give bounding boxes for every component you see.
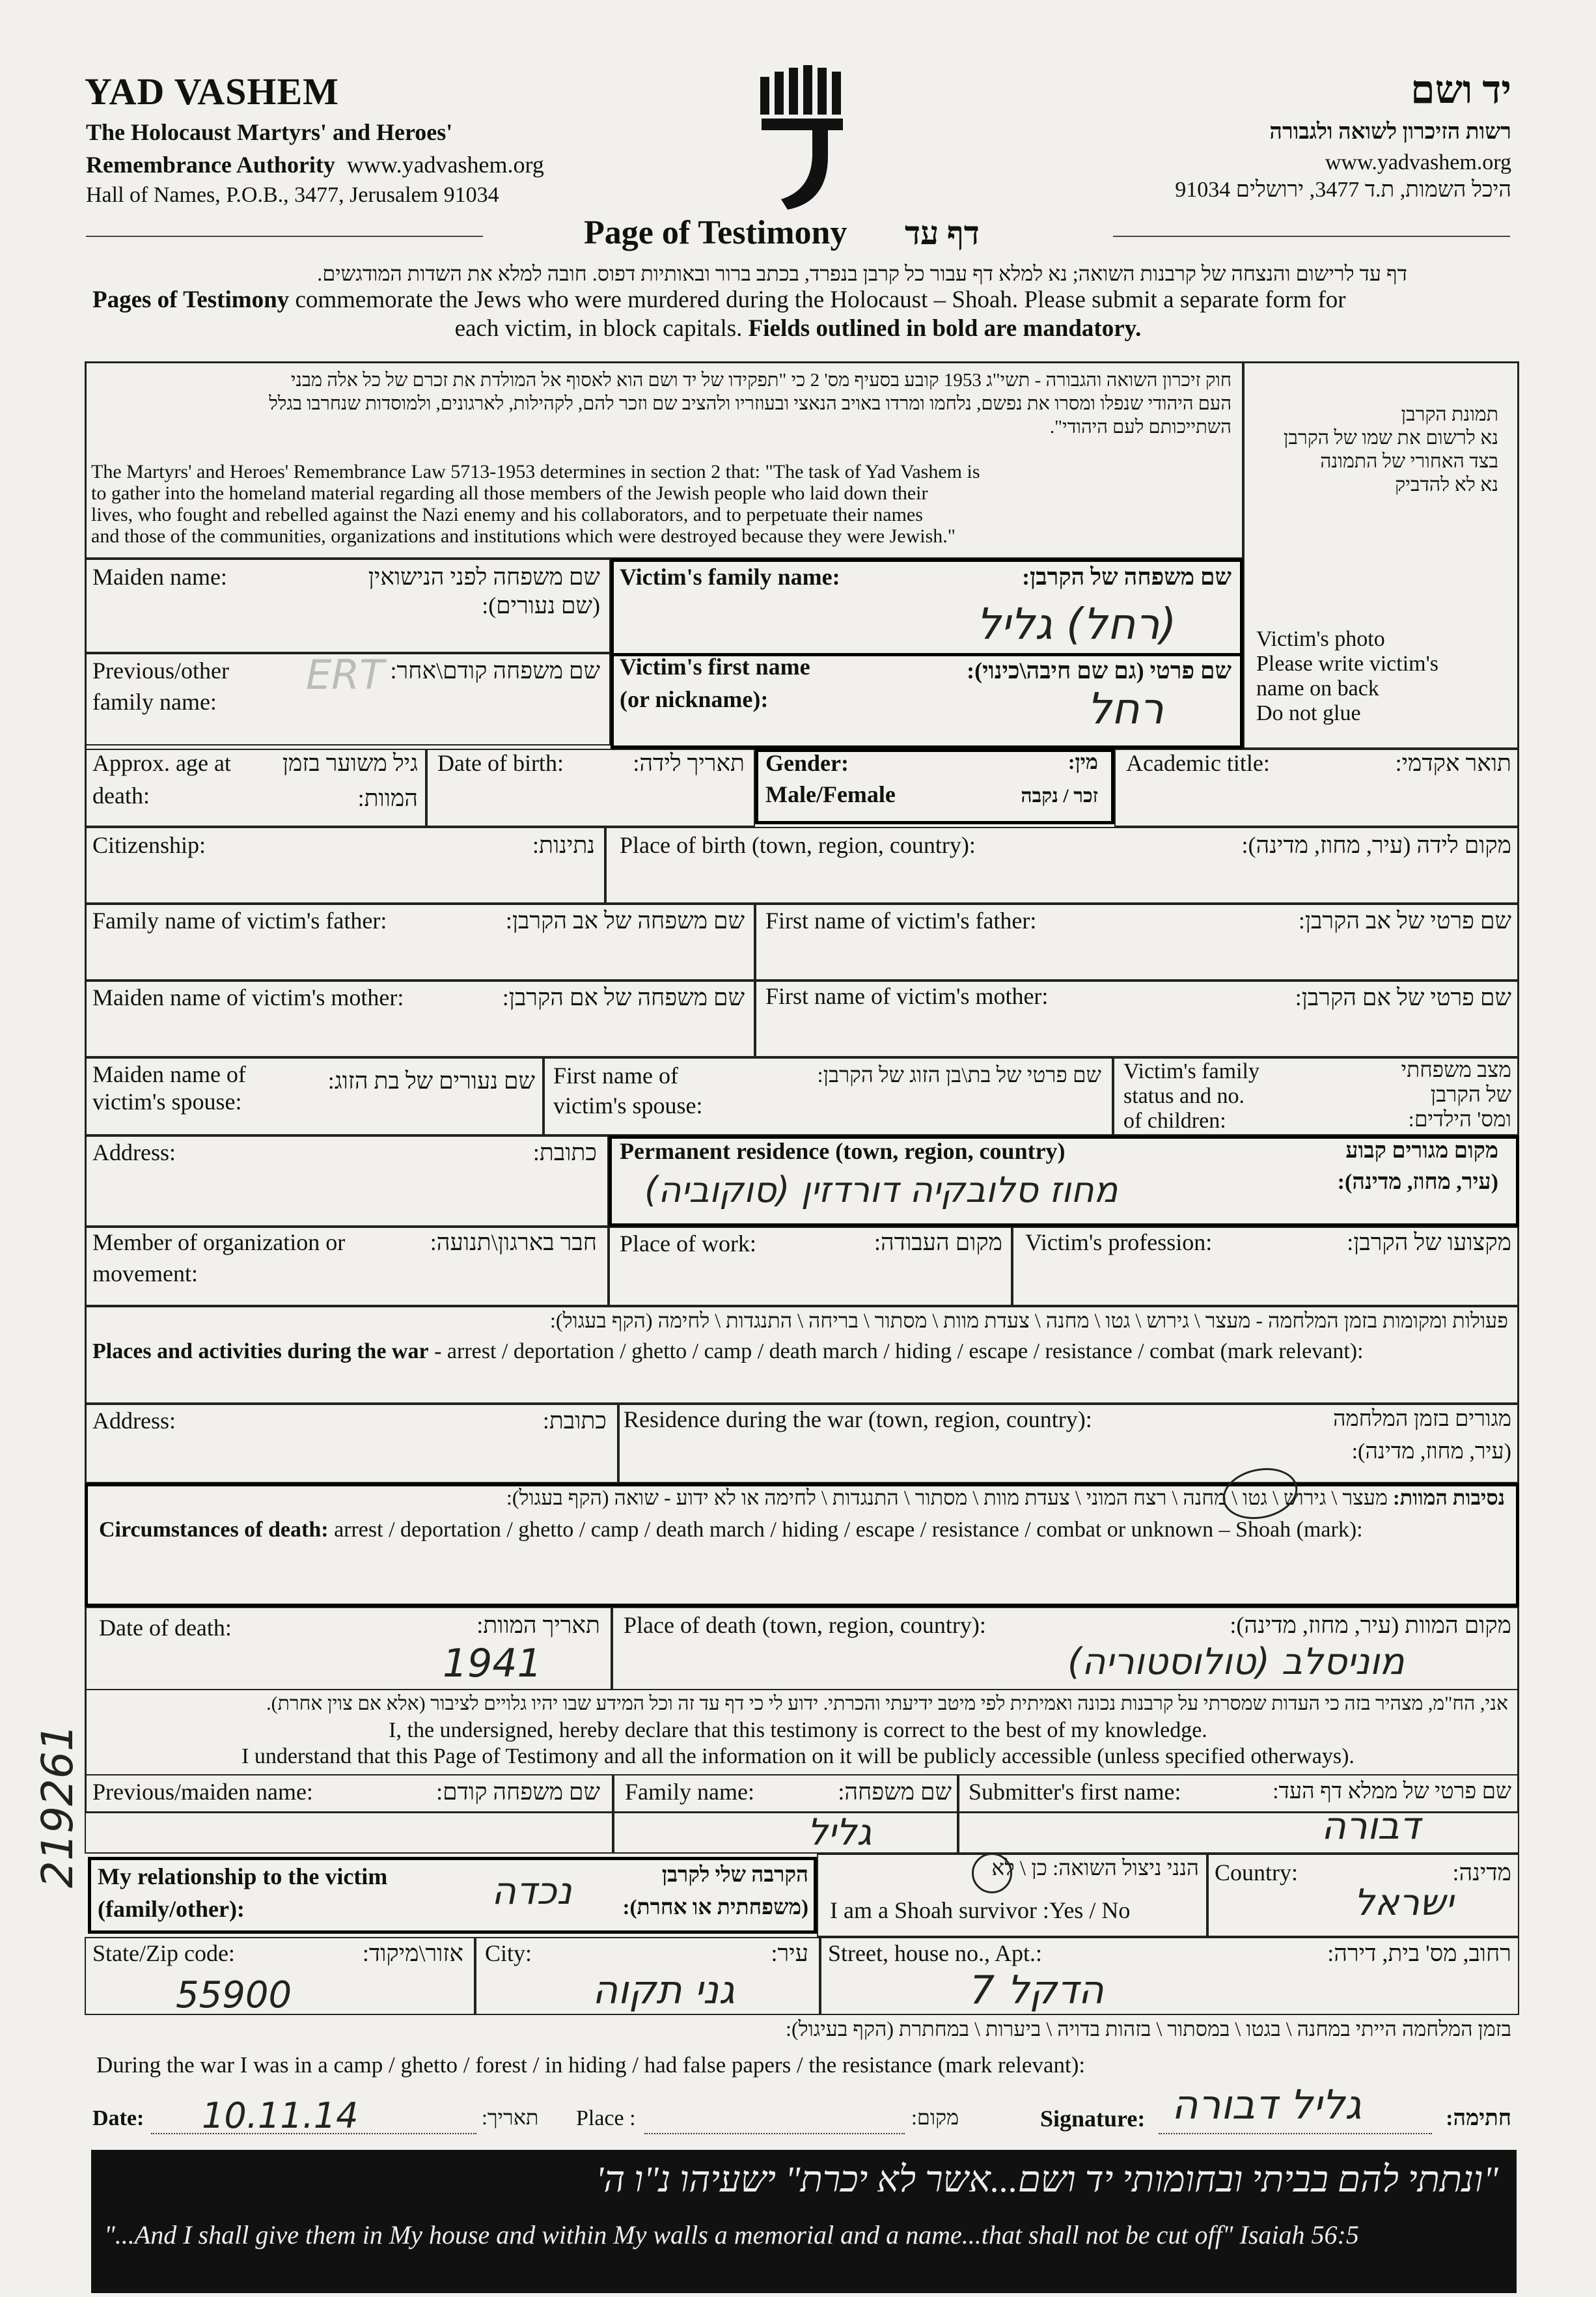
victim-first-name-label-2: (or nickname): [620, 686, 769, 712]
family-status-label-3: of children: [1123, 1109, 1226, 1133]
yad-vashem-logo [755, 65, 853, 215]
family-status-label-1: Victim's family [1123, 1059, 1259, 1083]
victim-first-name-label-1: Victim's first name [620, 654, 810, 680]
photo-he-2: נא לרשום את שמו של הקרבן [1283, 427, 1498, 449]
survivor-label-he: הנני ניצול השואה: כן \ לא [991, 1857, 1199, 1880]
photo-he-1: תמונת הקרבן [1401, 404, 1498, 425]
father-first-name-label-he: שם פרטי של אב הקרבן: [1298, 908, 1511, 934]
circumstances-of-death-label-he: נסיבות המוות: מעצר \ גירוש \ גטו \ מחנה \ רצח המוני \ צעדת מוות \ מסתור \ התנגדות \ לחימה או לא ידוע - שואה (הקף בעגול): [506, 1486, 1505, 1509]
place-label-he: מקום: [911, 2106, 959, 2129]
submitter-previous-name-label: Previous/maiden name: [92, 1779, 313, 1805]
place-of-work-label-he: מקום העבודה: [874, 1229, 1002, 1255]
date-of-birth-label-he: תאריך לידה: [633, 750, 745, 776]
victim-first-name-value: רחל [1087, 684, 1164, 734]
father-family-name-label: Family name of victim's father: [92, 908, 387, 934]
signature-label-he: חתימה: [1446, 2106, 1511, 2130]
country-label-he: מדינה: [1452, 1859, 1511, 1886]
age-at-death-label-2: death: [92, 783, 150, 809]
previous-family-name-faint: ERT [306, 651, 385, 699]
victim-first-name-label-he: שם פרטי (גם שם חיבה\כינוי): [967, 658, 1231, 684]
family-status-label-he1: מצב משפחתי [1401, 1059, 1511, 1082]
relationship-label-he2: (משפחתית או אחרת): [622, 1896, 808, 1919]
age-at-death-label-he2: המוות: [357, 785, 418, 811]
citizenship-label-he: נתינות: [532, 832, 595, 858]
country-label: Country: [1215, 1859, 1299, 1886]
permanent-residence-value: מחוז סלובקיה דורדזין (סוקוביה) [644, 1169, 1118, 1210]
page-title-he: דף עד [905, 215, 980, 251]
mother-maiden-name-label-he: שם משפחה של אם הקרבן: [502, 984, 745, 1010]
spouse-maiden-name-label-2: victim's spouse: [92, 1089, 242, 1115]
relationship-label-2: (family/other): [98, 1896, 245, 1922]
header-rule-left [86, 236, 483, 237]
profession-label-he: מקצועו של הקרבן: [1347, 1229, 1511, 1255]
declaration-en-1: I, the undersigned, hereby declare that this testimony is correct to the best of my knowledge. [389, 1718, 1207, 1742]
maiden-name-label-he: שם משפחה לפני הנישואין [368, 564, 600, 590]
city-label-he: עיר: [771, 1940, 808, 1966]
org-name-en: YAD VASHEM [85, 70, 339, 113]
gender-label-he2: זכר / נקבה [1021, 785, 1098, 807]
law-he-3: השתייכותם לעם היהודי". [1049, 417, 1231, 438]
family-status-label-he3: ומס' הילדים: [1408, 1108, 1511, 1132]
mother-first-name-label-he: שם פרטי של אם הקרבן: [1295, 984, 1511, 1010]
permanent-residence-label-he2: (עיר, מחוז, מדינה): [1337, 1170, 1498, 1194]
academic-title-label-he: תואר אקדמי: [1395, 750, 1511, 776]
date-value[interactable]: 10.11.14 [202, 2095, 359, 2136]
zip-code-label-he: אזור\מיקוד: [362, 1940, 463, 1966]
header-rule-right [1113, 236, 1510, 237]
gender-label-he1: מין: [1067, 750, 1098, 773]
law-en-1: The Martyrs' and Heroes' Remembrance Law 5713-1953 determines in section 2 that: "The task of Yad Vashem is [91, 461, 980, 482]
previous-family-name-label-2: family name: [92, 689, 217, 715]
during-war-label: During the war I was in a camp / ghetto / forest / in hiding / had false papers / the resistance (mark relevant): [96, 2052, 1086, 2078]
city-label: City: [485, 1940, 532, 1966]
intro-he: דף עד לרישום והנצחה של קרבנות השואה; נא למלא דף עבור כל קרבן בנפרד, בכתב ברור ובאותיות דפוס. חובה למלא את השדות המודגשים. [317, 262, 1407, 285]
age-at-death-label-1: Approx. age at [92, 750, 231, 776]
citizenship-label: Citizenship: [92, 832, 206, 858]
organization-member-label-he: חבר בארגון\תנועה: [430, 1229, 597, 1255]
maiden-name-label-he2: (שם נעורים): [482, 592, 600, 619]
place-of-birth-label: Place of birth (town, region, country): [620, 832, 976, 858]
organization-member-label-2: movement: [92, 1260, 198, 1287]
maiden-name-label: Maiden name: [92, 564, 227, 590]
war-residence-label: Residence during the war (town, region, country): [624, 1406, 1092, 1432]
footer-quote-he: "ונתתי להם בביתי ובחומותי יד ושם...אשר לא יכרת" ישעיהו נ"ו ה' [596, 2160, 1498, 2200]
victim-family-name-label: Victim's family name: [620, 564, 840, 590]
date-of-death-label: Date of death: [99, 1615, 232, 1641]
date-label-he: תאריך: [482, 2106, 539, 2129]
submitter-previous-name-label-he: שם משפחה קודם: [436, 1779, 600, 1805]
street-label-he: רחוב, מס' בית, דירה: [1327, 1940, 1511, 1966]
city-value: גני תקוה [592, 1968, 735, 2013]
victim-family-name-value: (רחל) גליל [976, 599, 1177, 649]
page-title-en: Page of Testimony [584, 214, 847, 251]
spouse-first-name-label-1: First name of [553, 1063, 678, 1089]
relationship-value: נכדה [491, 1869, 572, 1913]
date-of-death-label-he: תאריך המוות: [476, 1612, 600, 1638]
organization-member-label-1: Member of organization or [92, 1229, 346, 1255]
place-of-death-label: Place of death (town, region, country): [624, 1612, 986, 1638]
law-en-4: and those of the communities, organizations and institutions which were destroyed because they were Jewish." [91, 525, 956, 547]
declaration-he: אני, הח"מ, מצהיר בזה כי העדות שמסרתי על קרבנות נכונה ואמיתית לפי מיטב ידיעתי והכרתי. ידוע לי כי דף עד זה וכל המידע שבו יהיו גלויים לציבור (אלא אם צוין אחרת). [266, 1693, 1508, 1714]
academic-title-label: Academic title: [1126, 750, 1270, 776]
submitter-first-name-label-he: שם פרטי של ממלא דף העד: [1273, 1779, 1511, 1803]
war-address-label-he: כתובת: [542, 1408, 607, 1434]
place-of-death-label-he: מקום המוות (עיר, מחוז, מדינה): [1230, 1612, 1511, 1638]
intro-en-line2: each victim, in block capitals. Fields outlined in bold are mandatory. [454, 315, 1142, 342]
places-activities-label: Places and activities during the war - arrest / deportation / ghetto / camp / death march / hiding / escape / resistance / combat (mark relevant): [92, 1339, 1364, 1363]
org-subtitle-he: רשות הזיכרון לשואה ולגבורה [1269, 120, 1511, 144]
father-first-name-label: First name of victim's father: [765, 908, 1037, 934]
place-of-work-label: Place of work: [620, 1231, 756, 1257]
gender-label-2: Male/Female [765, 781, 896, 807]
place-of-death-value: מוניסלב (טולוסטוריה) [1067, 1641, 1405, 1683]
family-status-label-he2: של הקרבן [1430, 1083, 1511, 1107]
date-of-death-value: 1941 [443, 1641, 542, 1686]
photo-en-2: Please write victim's [1256, 652, 1438, 676]
relationship-label-he1: הקרבה שלי לקרבן [661, 1863, 808, 1887]
signature-label: Signature: [1040, 2106, 1146, 2132]
photo-he-4: נא לא להדביק [1395, 474, 1498, 495]
place-line[interactable] [644, 2133, 905, 2134]
family-status-label-2: status and no. [1123, 1084, 1245, 1108]
footer-quote-en: "...And I shall give them in My house and within My walls a memorial and a name...that shall not be cut off" Isaiah 56:5 [104, 2220, 1359, 2249]
photo-en-4: Do not glue [1256, 701, 1361, 725]
submitter-first-name-label: Submitter's first name: [969, 1779, 1181, 1805]
photo-he-3: בצד האחורי של התמונה [1320, 451, 1498, 472]
age-at-death-label-he1: גיל משוער בזמן [282, 750, 418, 776]
org-subtitle-1: The Holocaust Martyrs' and Heroes' [86, 119, 453, 145]
law-en-3: lives, who fought and rebelled against the Nazi enemy and his collaborators, and to perpetuate their names [91, 504, 923, 525]
mother-maiden-name-label: Maiden name of victim's mother: [92, 984, 404, 1010]
places-activities-label-he: פעולות ומקומות בזמן המלחמה - מעצר \ גירוש \ גטו \ מחנה \ צעדת מוות \ מסתור \ בריחה \ התנגדות \ לחימה (הקף בעגול): [550, 1309, 1508, 1332]
date-of-birth-label: Date of birth: [437, 750, 564, 776]
gender-label-1: Gender: [765, 750, 849, 776]
spouse-maiden-name-label-he: שם נעורים של בת הזוג: [327, 1068, 535, 1094]
spouse-first-name-label-he: שם פרטי של בת\בן הזוג של הקרבן: [817, 1064, 1101, 1087]
street-value: הדקל 7 [970, 1968, 1104, 2013]
date-label: Date: [92, 2106, 144, 2130]
address-label-he: כתובת: [532, 1139, 597, 1165]
war-residence-label-he1: מגורים בזמן המלחמה [1332, 1407, 1511, 1431]
place-of-birth-label-he: מקום לידה (עיר, מחוז, מדינה): [1241, 832, 1511, 858]
previous-family-name-label-he: שם משפחה קודם\אחר: [390, 658, 600, 684]
submitter-first-name-value: דבורה [1321, 1803, 1420, 1848]
margin-reference-number: 219261 [33, 1724, 83, 1888]
signature-line[interactable] [1159, 2133, 1432, 2134]
org-name-he: יד ושם [1410, 68, 1511, 111]
law-he-2: העם היהודי שנפלו ומסרו את נפשם, נלחמו ומרדו באויב הנאצי ובעוזריו ולהציב שם וזכר להם, לקהילות, לארגונים, ולמוסדות שנחרבו בגלל [269, 393, 1231, 414]
law-en-2: to gather into the homeland material regarding all those members of the Jewish people who laid down their [91, 482, 928, 504]
permanent-residence-label-he1: מקום מגורים קבוע [1345, 1139, 1498, 1163]
signature-value: גליל דבורה [1172, 2081, 1362, 2128]
war-address-label: Address: [92, 1408, 176, 1434]
circumstances-of-death-label: Circumstances of death: arrest / deportation / ghetto / camp / death march / hiding / escape / resistance / combat or unknown – Shoah (mark): [99, 1518, 1363, 1542]
previous-family-name-label-1: Previous/other [92, 658, 229, 684]
war-residence-label-he2: (עיר, מחוז, מדינה): [1351, 1440, 1511, 1464]
place-label: Place : [576, 2106, 636, 2130]
mother-first-name-label: First name of victim's mother: [765, 983, 1049, 1009]
law-he-1: חוק זיכרון השואה והגבורה - תשי"ג 1953 קובע בסעיף מס' 2 כי "תפקידו של יד ושם הוא לאסוף אל המולדת את זכרם של כל אלה מבני [290, 370, 1231, 391]
permanent-residence-label: Permanent residence (town, region, country) [620, 1138, 1066, 1164]
submitter-family-name-label: Family name: [625, 1779, 754, 1805]
survivor-label: I am a Shoah survivor :Yes / No [830, 1897, 1131, 1923]
intro-en-line1: Pages of Testimony commemorate the Jews who were murdered during the Holocaust – Shoah. Please submit a separate form for [92, 286, 1346, 313]
zip-code-label: State/Zip code: [92, 1940, 235, 1966]
address-label: Address: [92, 1139, 176, 1165]
zip-code-value: 55900 [176, 1974, 292, 2016]
profession-label: Victim's profession: [1025, 1229, 1213, 1255]
during-war-label-he: בזמן המלחמה הייתי במחנה \ בגטו \ במסתור \ בזהות בדויה \ ביערות \ במחתרת (הקף בעיגול): [786, 2017, 1511, 2040]
submitter-family-name-label-he: שם משפחה: [838, 1779, 952, 1805]
photo-en-3: name on back [1256, 676, 1379, 701]
photo-area [1243, 361, 1519, 749]
submitter-family-name-value: גליל [807, 1811, 872, 1854]
street-label: Street, house no., Apt.: [828, 1940, 1042, 1966]
org-address-he: היכל השמות, ת.ד 3477, ירושלים 91034 [1175, 178, 1511, 202]
survivor-yes-circle-mark [972, 1853, 1012, 1893]
website-he-side: www.yadvashem.org [1325, 150, 1511, 174]
victim-family-name-label-he: שם משפחה של הקרבן: [1022, 564, 1231, 590]
org-subtitle-2: Remembrance Authority www.yadvashem.org [86, 152, 544, 178]
father-family-name-label-he: שם משפחה של אב הקרבן: [505, 908, 745, 934]
spouse-first-name-label-2: victim's spouse: [553, 1093, 703, 1119]
org-address-en: Hall of Names, P.O.B., 3477, Jerusalem 91034 [86, 183, 499, 207]
relationship-label-1: My relationship to the victim [98, 1863, 388, 1889]
spouse-maiden-name-label-1: Maiden name of [92, 1061, 246, 1087]
country-value: ישראל [1354, 1882, 1454, 1924]
declaration-en-2: I understand that this Page of Testimony and all the information on it will be publicly accessible (unless specified otherways). [241, 1744, 1355, 1768]
photo-en-1: Victim's photo [1256, 627, 1385, 651]
